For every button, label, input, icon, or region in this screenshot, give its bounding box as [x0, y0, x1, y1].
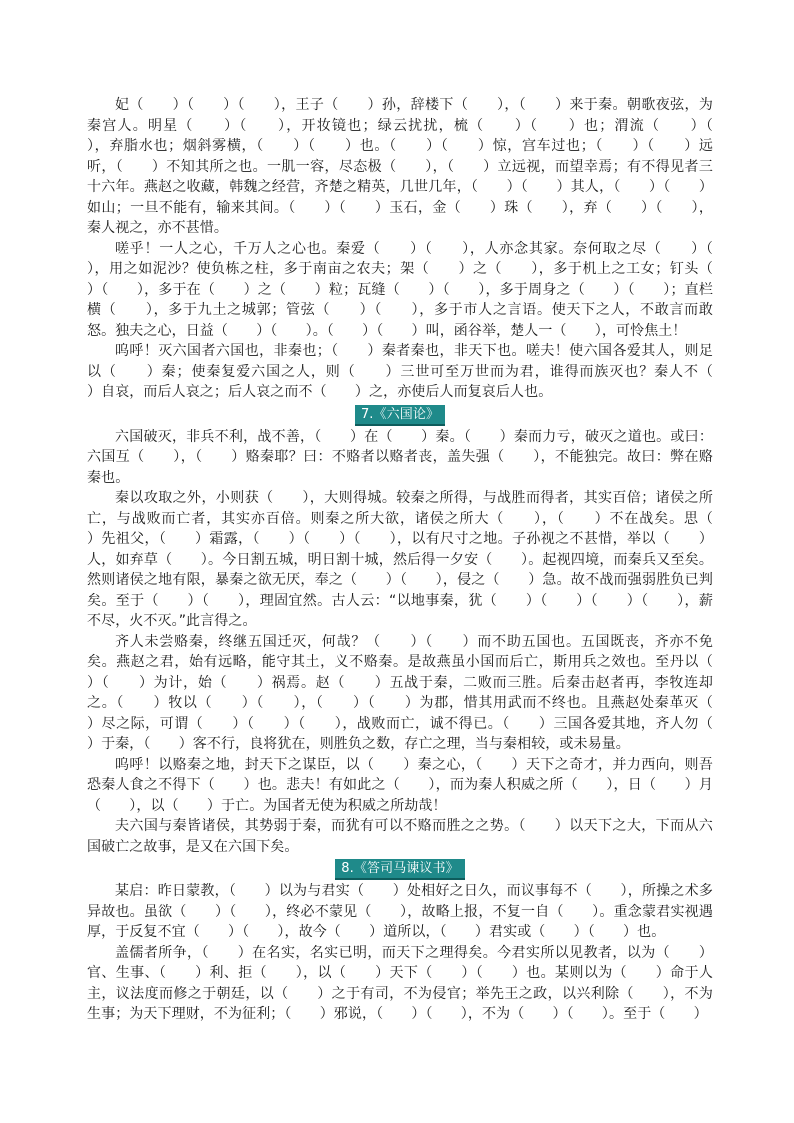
document-page	[87, 95, 742, 1025]
section7-heading-wrap	[87, 404, 713, 425]
section6-paragraph-2: 嗟乎！一人之心，千万人之心也。秦爱（ ）（ ），人亦念其家。奈何取之尽（ ）（ ），用之如泥沙？使负栋之柱，多于南亩之农夫；架（ ）之（ ），多于机上之工女；钉头（ ）（ ），多于在（ ）之（ ）粒；瓦缝（ ）（ ），多于周身之（ ）（ ）；直栏横（ ），多于九土之城郭；管弦（ ）（ ），多于市人之言语。使天下之人，不敢言而敢怒。独夫之心，日益（ ）（ ）。（ ）（ ）叫，函谷举，楚人一（ ），可怜焦土！	[87, 240, 742, 339]
section7-paragraph-3: 齐人未尝赂秦，终继五国迁灭，何哉？（ ）（ ）而不助五国也。五国既丧，齐亦不免矣。燕赵之君，始有远略，能守其土，义不赂秦。是故燕虽小国而后亡，斯用兵之效也。至丹以（ ）（ ）为计，始（ ）祸焉。赵（ ）五战于秦，二败而三胜。后秦击赵者再，李牧连却之。（ ）牧以（ ）（ ），（ ）（ ）为郡，惜其用武而不终也。且燕赵处秦革灭（ ）尽之际，可谓（ ）（ ）（ ），战败而亡，诚不得已。（ ）三国各爱其地，齐人勿（ ）于秦，（ ）客不行，良将犹在，则胜负之数，存亡之理，当与秦相较，或未易量。	[87, 633, 742, 752]
section7-paragraph-2: 秦以攻取之外，小则获（ ），大则得城。较秦之所得，与战胜而得者，其实百倍；诸侯之所亡，与战败而亡者，其实亦百倍。则秦之所大欲，诸侯之所大（ ），（ ）不在战矣。思（ ）先祖父，（ ）霜露，（ ）（ ）（ ），以有尺寸之地。子孙视之不甚惜，举以（ ）人，如弃草（ ）。今日割五城，明日割十城，然后得一夕安（ ）。起视四境，而秦兵又至矣。然则诸侯之地有限，暴秦之欲无厌，奉之（ ）（ ），侵之（ ）急。故不战而强弱胜负已判矣。至于（ ）（ ），理固宜然。古人云：“以地事秦，犹（ ）（ ）（ ）（ ），薪不尽，火不灭。”此言得之。	[87, 490, 742, 629]
section6-paragraph-3: 呜呼！灭六国者六国也，非秦也；（ ）秦者秦也，非天下也。嗟夫！使六国各爱其人，则足以（ ）秦；使秦复爱六国之人，则（ ）三世可至万世而为君，谁得而族灭也？秦人不（ ）自哀，而后人哀之；后人哀之而不（ ）之，亦使后人而复哀后人也。	[87, 343, 742, 400]
section7-paragraph-4: 呜呼！以赂秦之地，封天下之谋臣，以（ ）秦之心，（ ）天下之奇才，并力西向，则吾恐秦人食之不得下（ ）也。悲夫！有如此之（ ），而为秦人积威之所（ ），日（ ）月（ ），以（ ）于亡。为国者无使为积威之所劫哉！	[87, 756, 713, 814]
section8-heading-wrap	[87, 858, 713, 879]
section6-paragraph-1: 妃（ ）（ ）（ ），王子（ ）孙，辞楼下（ ），（ ）来于秦。朝歌夜弦，为秦宫人。明星（ ）（ ），开妆镜也；绿云扰扰，梳（ ）（ ）也；渭流（ ）（ ），弃脂水也；烟斜雾横，（ ）（ ）也。（ ）（ ）惊，宫车过也；（ ）（ ）远听，（ ）不知其所之也。一肌一容，尽态极（ ），（ ）立远视，而望幸焉；有不得见者三十六年。燕赵之收藏，韩魏之经营，齐楚之精英，几世几年，（ ）（ ）其人，（ ）（ ）如山；一旦不能有，输来其间。（ ）（ ）玉石，金（ ）珠（ ），弃（ ）（ ），秦人视之，亦不甚惜。	[87, 97, 742, 236]
section8-heading: 8.《答司马谏议书》	[335, 859, 464, 880]
section7-paragraph-1: 六国破灭，非兵不利，战不善，（ ）在（ ）秦。（ ）秦而力亏，破灭之道也。或曰：六国互（ ），（ ）赂秦耶？曰：不赂者以赂者丧，盖失强（ ），不能独完。故曰：弊在赂秦也。	[87, 428, 713, 486]
section7-paragraph-5: 夫六国与秦皆诸侯，其势弱于秦，而犹有可以不赂而胜之之势。（ ）以天下之大，下而从六国破亡之故事，是又在六国下矣。	[87, 818, 713, 855]
section8-paragraph-1: 某启：昨日蒙教，（ ）以为与君实（ ）处相好之日久，而议事每不（ ），所操之术多异故也。虽欲（ ）（ ），终必不蒙见（ ），故略上报，不复一自（ ）。重念蒙君实视遇厚，于反复不宜（ ）（ ），故今（ ）道所以，（ ）君实或（ ）（ ）也。	[87, 883, 713, 940]
section7-heading: 7.《六国论》	[355, 405, 445, 426]
section8-paragraph-2: 盖儒者所争，（ ）在名实，名实已明，而天下之理得矣。今君实所以见教者，以为（ ）官、生事、（ ）利、拒（ ），以（ ）天下（ ）（ ）也。某则以为（ ）命于人主，议法度而修之于朝廷，以（ ）之于有司，不为侵官；举先王之政，以兴利除（ ），不为生事；为天下理财，不为征利；（ ）邪说，（ ）（ ），不为（ ）（ ）。至于（ ）	[87, 944, 713, 1022]
